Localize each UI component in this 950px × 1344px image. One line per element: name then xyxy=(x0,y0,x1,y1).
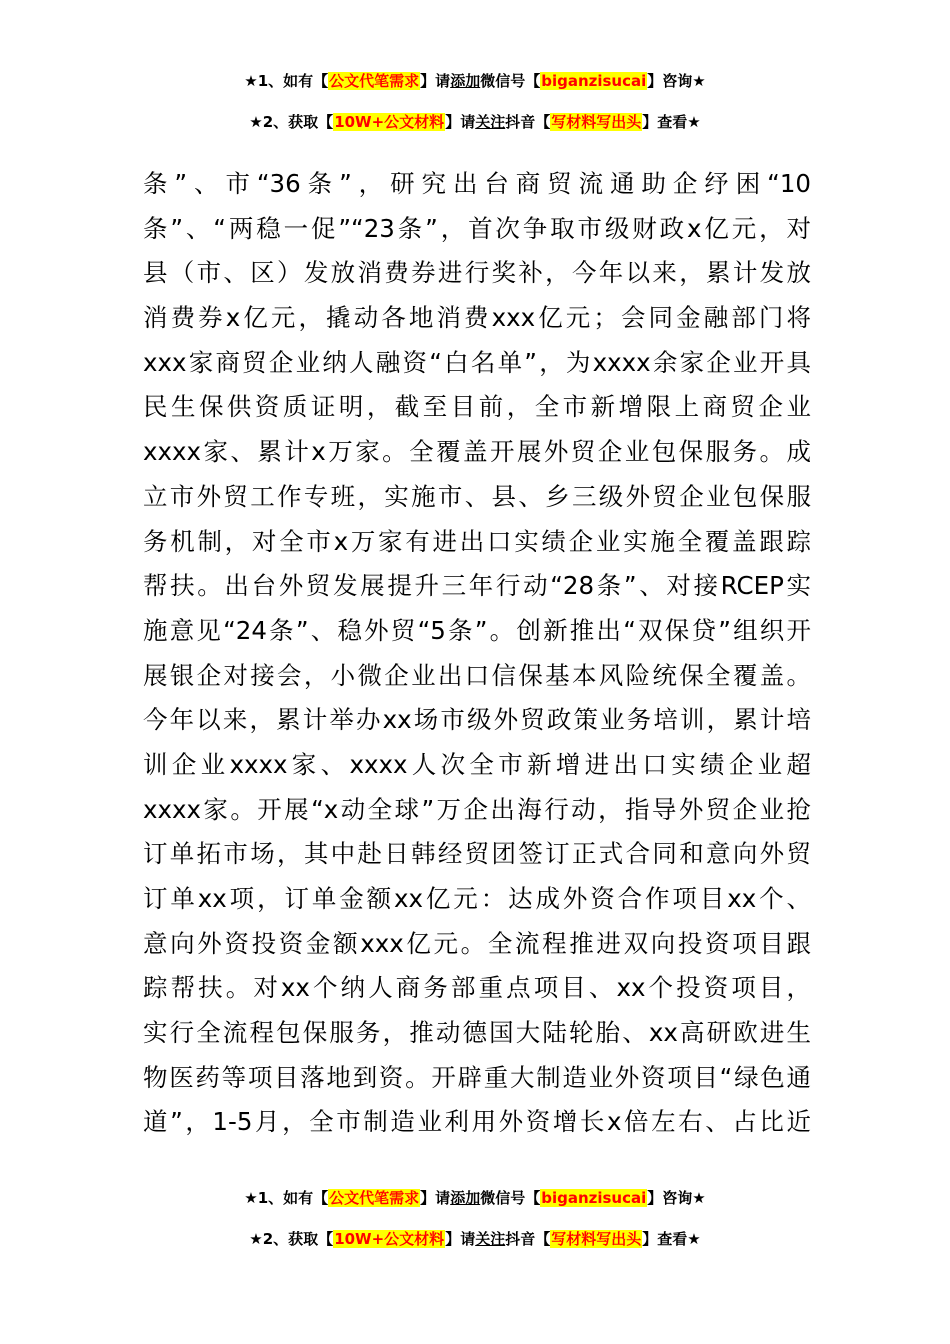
banner-underlined: 添加 xyxy=(450,1189,481,1207)
body-line: 消费券x亿元，撬动各地消费xxx亿元；会同金融部门将 xyxy=(143,303,811,333)
body-line: 今年以来，累计举办xx场市级外贸政策业务培训，累计培 xyxy=(143,705,811,735)
footer-banner-line-2 xyxy=(0,1228,950,1250)
body-line: xxxx家。开展“x动全球”万企出海行动，指导外贸企业抢 xyxy=(143,794,811,824)
body-line: 展银企对接会，小微企业出口信保基本风险统保全覆盖。 xyxy=(143,660,811,690)
body-line: xxxx家、累计x万家。全覆盖开展外贸企业包保服务。成 xyxy=(143,437,811,467)
body-line: 物医药等项目落地到资。开辟重大制造业外资项目“绿色通 xyxy=(143,1062,811,1092)
banner-text: 】咨询★ xyxy=(647,1189,706,1207)
highlight-service: 公文代笔需求 xyxy=(329,72,420,90)
body-line: 立市外贸工作专班，实施市、县、乡三级外贸企业包保服 xyxy=(143,481,811,511)
highlight-wechat-id: biganzisucai xyxy=(541,1189,647,1207)
body-line: 训企业xxxx家、xxxx人次全市新增进出口实绩企业超 xyxy=(143,749,811,779)
banner-text: 微信号【 xyxy=(480,72,541,90)
body-line: 务机制，对全市x万家有进出口实绩企业实施全覆盖跟踪 xyxy=(143,526,811,556)
body-line: 订单拓市场，其中赴日韩经贸团签订正式合同和意向外贸 xyxy=(143,839,811,869)
body-line: 订单xx项，订单金额xx亿元：达成外资合作项目xx个、 xyxy=(143,884,811,913)
header-banner-line-2 xyxy=(0,111,950,133)
banner-text: 】请 xyxy=(445,1230,476,1248)
banner-text: 】查看★ xyxy=(642,113,701,131)
banner-text: 】请 xyxy=(420,1189,451,1207)
body-line: 帮扶。出台外贸发展提升三年行动“28条”、对接RCEP实 xyxy=(143,571,811,601)
banner-text: 抖音【 xyxy=(505,113,551,131)
body-line: 意向外资投资金额xxx亿元。全流程推进双向投资项目跟 xyxy=(143,928,811,958)
body-line: 县（市、区）发放消费券进行奖补，今年以来，累计发放 xyxy=(143,258,811,288)
header-banner-line-1 xyxy=(0,70,950,92)
highlight-douyin: 写材料写出头 xyxy=(551,113,642,131)
body-line: 民生保供资质证明，截至目前，全市新增限上商贸企业 xyxy=(143,392,811,422)
banner-text: 】请 xyxy=(445,113,476,131)
banner-underlined: 关注 xyxy=(475,113,506,131)
banner-text: 】咨询★ xyxy=(647,72,706,90)
highlight-service: 公文代笔需求 xyxy=(329,1189,420,1207)
banner-text: 微信号【 xyxy=(480,1189,541,1207)
body-line: 条”、“两稳一促”“23条”，首次争取市级财政x亿元，对 xyxy=(143,213,811,243)
highlight-douyin: 写材料写出头 xyxy=(551,1230,642,1248)
banner-text: ★2、获取【 xyxy=(249,113,334,131)
body-line: 踪帮扶。对xx个纳人商务部重点项目、xx个投资项目， xyxy=(143,973,811,1003)
highlight-materials: 10W+公文材料 xyxy=(334,1230,445,1248)
body-line: 道”，1-5月，全市制造业利用外资增长x倍左右、占比近 xyxy=(143,1107,811,1137)
highlight-materials: 10W+公文材料 xyxy=(334,113,445,131)
banner-text: 】请 xyxy=(420,72,451,90)
banner-text: ★1、如有【 xyxy=(244,72,329,90)
body-line: 条”、市“36条”，研究出台商贸流通助企纾困“10 xyxy=(143,169,811,198)
body-line: 实行全流程包保服务，推动德国大陆轮胎、xx高研欧进生 xyxy=(143,1018,811,1048)
body-line: xxx家商贸企业纳人融资“白名单”，为xxxx余家企业开具 xyxy=(143,347,811,377)
banner-text: 抖音【 xyxy=(505,1230,551,1248)
banner-text: 】查看★ xyxy=(642,1230,701,1248)
document-body xyxy=(143,162,811,1145)
banner-text: ★1、如有【 xyxy=(244,1189,329,1207)
banner-underlined: 添加 xyxy=(450,72,481,90)
banner-underlined: 关注 xyxy=(475,1230,506,1248)
highlight-wechat-id: biganzisucai xyxy=(541,72,647,90)
footer-banner-line-1 xyxy=(0,1187,950,1209)
banner-text: ★2、获取【 xyxy=(249,1230,334,1248)
body-line: 施意见“24条”、稳外贸“5条”。创新推出“双保贷”组织开 xyxy=(143,615,811,645)
